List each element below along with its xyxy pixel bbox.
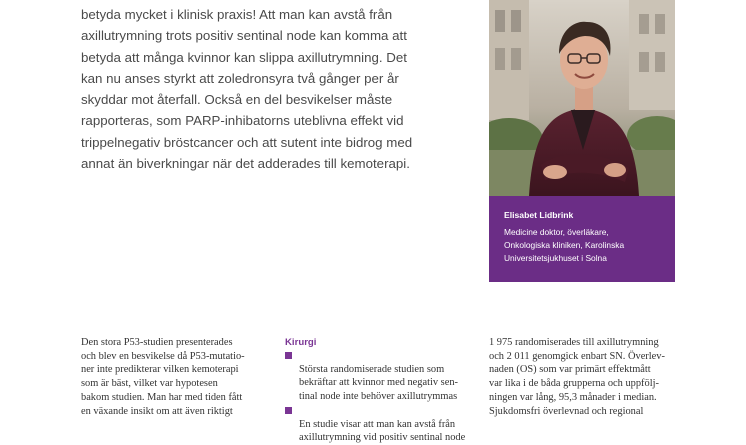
bullet-text: En studie visar att man kan avstå från axillutrymning vid positiv sentinal node — [299, 418, 466, 444]
bullet-square-icon — [285, 407, 292, 414]
portrait-photo — [489, 0, 675, 196]
bullet-text: Största randomiserade studien som bekräftar att kvinnor med negativ sen- tinal node inte behöver axillutrymmas — [299, 363, 458, 403]
bullet-item — [285, 349, 475, 404]
column-1 — [81, 336, 271, 418]
caption-name: Elisabet Lidbrink — [504, 210, 574, 220]
column-3 — [489, 336, 689, 418]
portrait-image — [489, 0, 675, 196]
bullet-square-icon — [285, 352, 292, 359]
column-1-text: Den stora P53-studien presenterades och blev en besvikelse då P53-mutatio- ner inte predikterar vilken kemoterapi som är bäst, vilket var hypotesen bakom studien. Man har med tiden fått en växande insikt om att även riktigt — [81, 337, 245, 417]
column-2 — [285, 336, 475, 445]
kirurgi-heading: Kirurgi — [285, 337, 317, 348]
bullet-item — [285, 404, 475, 445]
column-3-text: 1 975 randomiserades till axillutrymning och 2 011 genomgick enbart SN. Överlev- naden (OS) som var primärt effektmått var lika i de båda grupperna och uppfölj- ningen var lång, 95,3 månader i median. Sjukdomsfri överlevnad och regional — [489, 337, 665, 417]
lead-paragraph: betyda mycket i klinisk praxis! Att man kan avstå från axillutrymning trots positiv sentinal node kan komma att betyda att många kvinnor kan slippa axillutrymning. Det kan nu anses styrkt att zoledronsyra två gånger per år skyddar mot återfall. Också en del besvikelser måste rapporteras, som PARP-inhibatorns uteblivna effekt vid trippelnegativ bröstcancer och att sutent inte bidrog med annat än biverkningar när det adderades till kemoterapi. — [81, 7, 413, 172]
caption-role: Medicine doktor, överläkare, Onkologiska kliniken, Karolinska Universitetsjukhuset i Solna — [504, 227, 625, 263]
photo-caption — [489, 196, 675, 282]
